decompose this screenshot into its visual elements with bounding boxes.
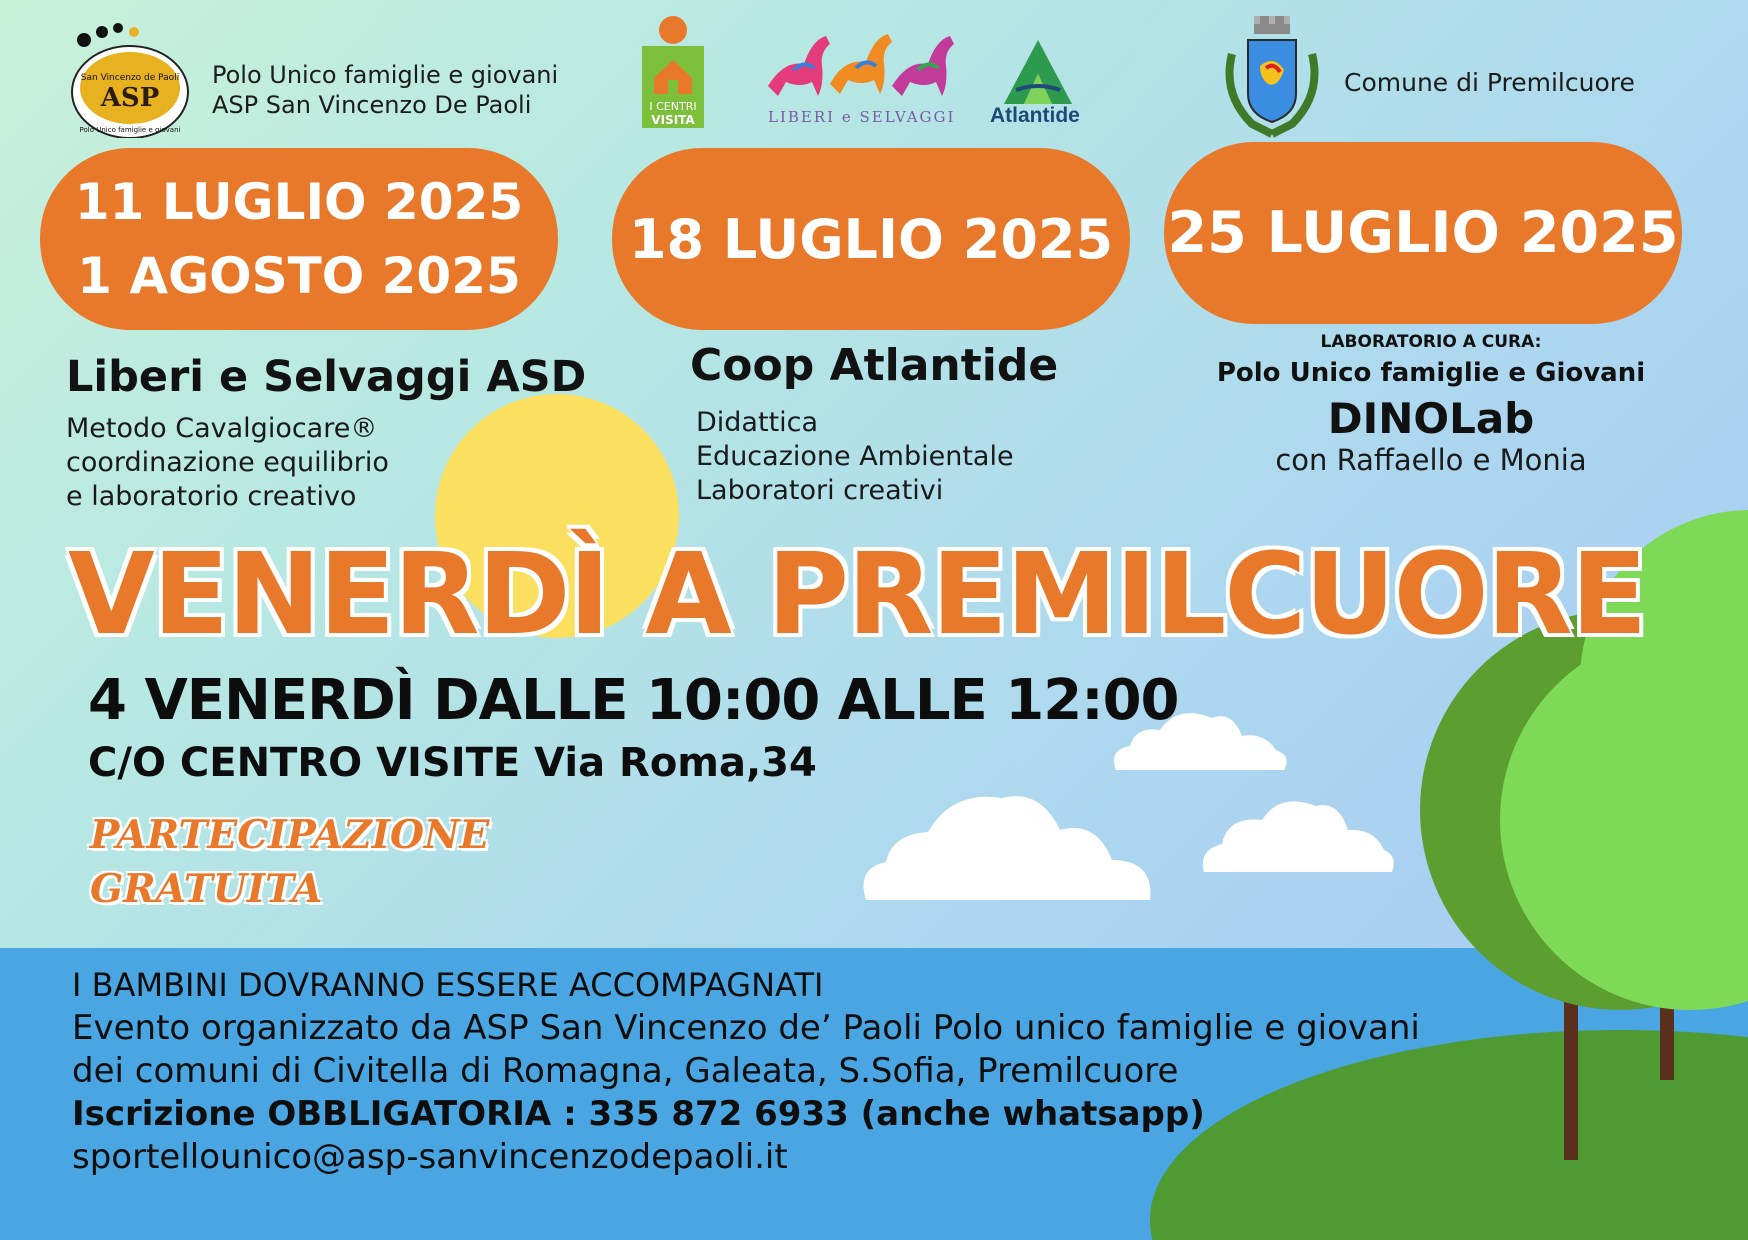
footer-line-1: I BAMBINI DOVRANNO ESSERE ACCOMPAGNATI [72,966,824,1004]
block3-title: DINOLab [1327,394,1535,443]
block3-line: con Raffaello e Monia [1275,443,1587,477]
asp-logo [68,18,192,138]
date-pill-2-line-1: 18 LUGLIO 2025 [628,207,1114,271]
free-line: PARTECIPAZIONE [90,812,490,858]
atlantide-caption: Atlantide [990,104,1080,127]
date-pill-2 [612,148,1130,330]
asp-logo-letters: ASP [100,83,160,113]
horses-logo [764,30,960,100]
asp-name [212,60,558,120]
footer-line-2: Evento organizzato da ASP San Vincenzo de’ Paoli Polo unico famiglie e giovani [72,1008,1420,1048]
footer-registration: Iscrizione OBBLIGATORIA : 335 872 6933 (anche whatsapp) [72,1094,1205,1134]
date-pill-1-line-2: 1 AGOSTO 2025 [77,247,521,305]
premilcuore-crest [1222,14,1322,142]
block1-line: e laboratorio creativo [66,481,357,512]
atlantide-logo [1002,38,1074,106]
footer-email: sportellounico@asp-sanvincenzodepaoli.it [72,1137,788,1177]
comune-name: Comune di Premilcuore [1344,68,1635,97]
location: C/O CENTRO VISITE Via Roma,34 [88,740,817,786]
asp-logo-ring-text: Polo Unico famiglie e giovani [79,126,181,134]
liberi-selvaggi-caption: LIBERI e SELVAGGI [768,108,956,126]
block3-subtitle: Polo Unico famiglie e Giovani [1216,358,1646,388]
block1-line: coordinazione equilibrio [66,447,389,478]
asp-line-2: ASP San Vincenzo De Paoli [212,91,532,119]
block1-line: Metodo Cavalgiocare® [66,413,378,444]
free-participation [90,808,489,916]
block2-line: Educazione Ambientale [696,441,1014,472]
block1-description [66,412,389,514]
centri-visita-text-1: I CENTRI [649,100,697,113]
date-pill-3 [1164,142,1682,324]
block2-line: Laboratori creativi [696,475,944,506]
centri-visita-text-2: VISITA [651,113,695,127]
block3 [1164,332,1698,477]
date-pill-1-line-1: 11 LUGLIO 2025 [74,173,524,231]
block2-title: Coop Atlantide [690,340,1059,391]
date-pill-1 [40,148,558,330]
date-pill-3-line-1: 25 LUGLIO 2025 [1167,200,1679,266]
footer-info [72,964,1420,1179]
footer-line-3: dei comuni di Civitella di Romagna, Galeata, S.Sofia, Premilcuore [72,1051,1179,1091]
centri-visita-logo [640,14,706,140]
asp-line-1: Polo Unico famiglie e giovani [212,61,559,89]
main-title: VENERDÌ A PREMILCUORE [68,530,1646,660]
block3-small-label: LABORATORIO A CURA: [1320,332,1542,352]
schedule: 4 VENERDÌ DALLE 10:00 ALLE 12:00 [88,668,1179,733]
block1-title: Liberi e Selvaggi ASD [66,352,587,402]
free-line: GRATUITA [90,866,323,912]
block2-description [696,406,1014,508]
asp-logo-name: San Vincenzo de Paoli [80,73,180,83]
block2-line: Didattica [696,407,819,438]
